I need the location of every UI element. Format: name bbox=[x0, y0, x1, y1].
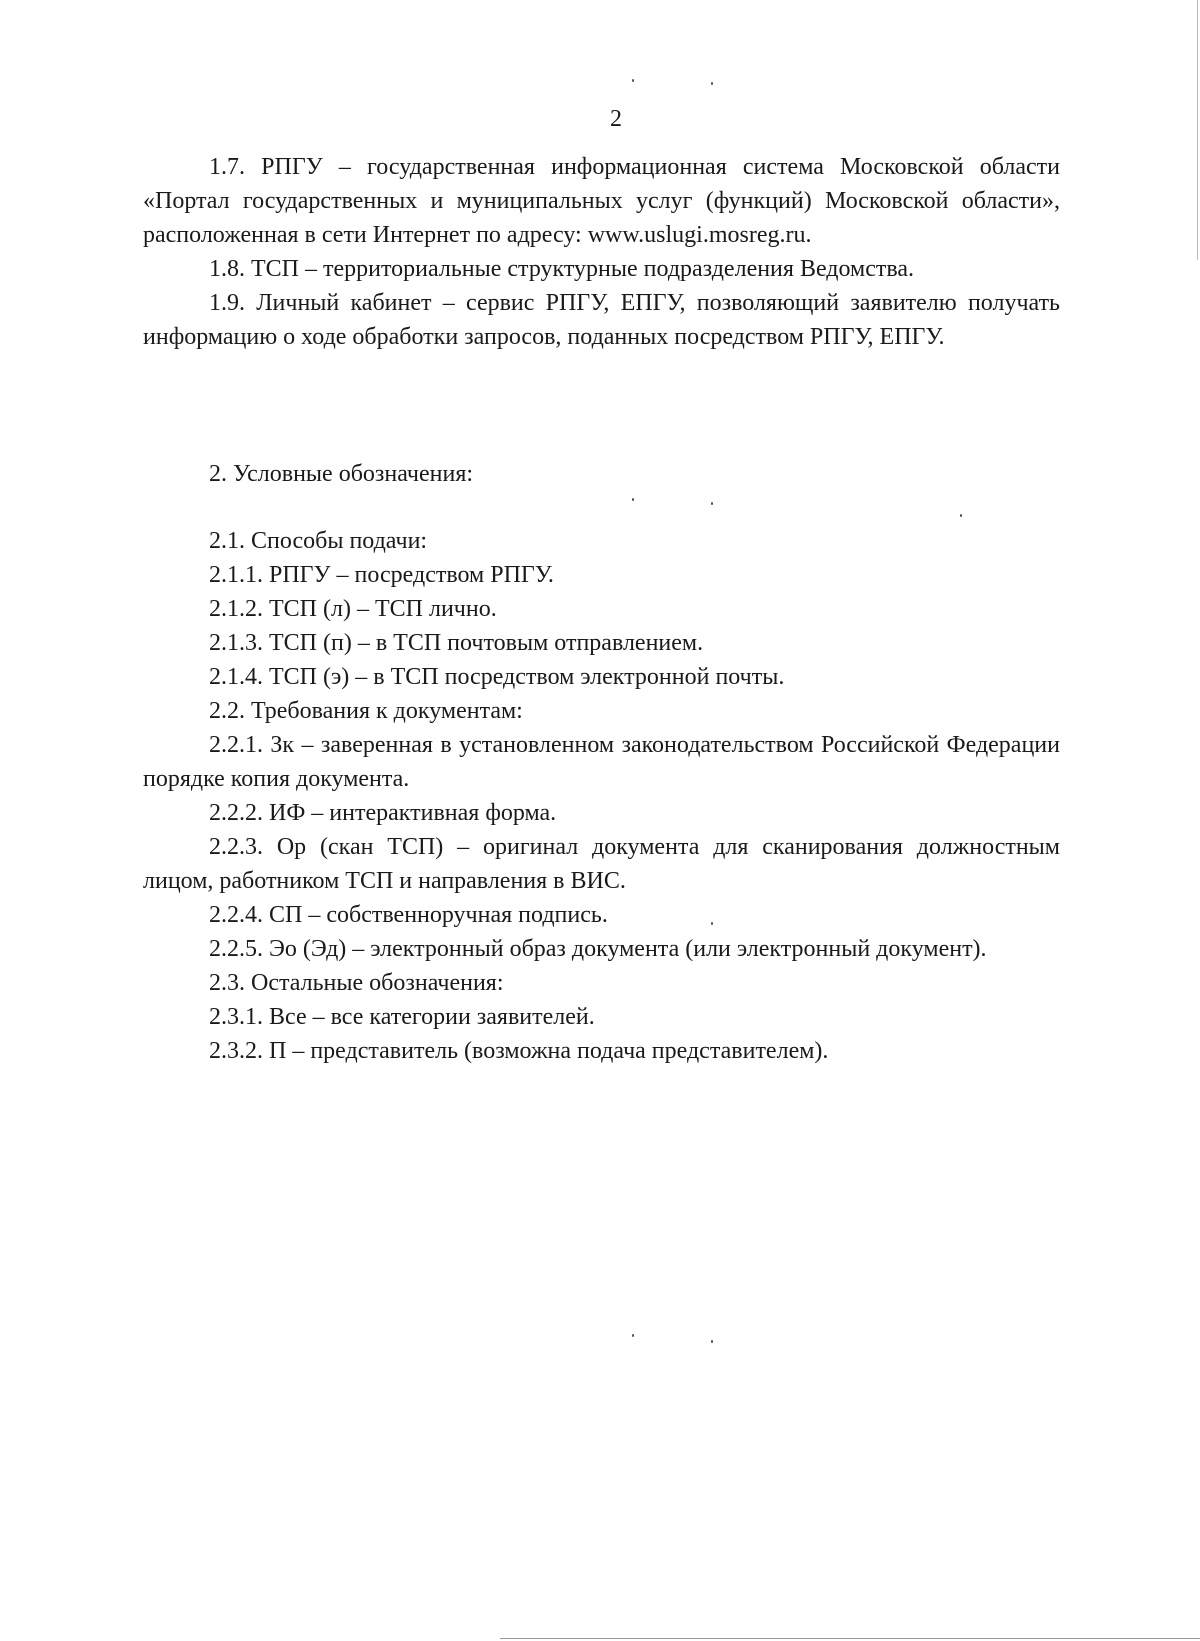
notation-item: 2.1.1. РПГУ – посредством РПГУ. bbox=[209, 562, 554, 588]
notation-list bbox=[143, 524, 1060, 1068]
scan-speck bbox=[960, 514, 962, 517]
scan-speck bbox=[632, 498, 634, 501]
notation-item: 2.2.5. Эо (Эд) – электронный образ документа (или электронный документ). bbox=[209, 936, 987, 962]
notation-item: 2.1.4. ТСП (э) – в ТСП посредством электронной почты. bbox=[209, 664, 785, 690]
definition-paragraph: 1.7. РПГУ – государственная информационная система Московской области «Портал государственных и муниципальных услуг (функций) Московской области», расположенная в сети Интернет по адресу: www.uslugi.mosreg.ru. bbox=[143, 154, 1060, 248]
definition-paragraph: 1.8. ТСП – территориальные структурные подразделения Ведомства. bbox=[209, 256, 915, 282]
notation-item: 2.2.3. Ор (скан ТСП) – оригинал документа для сканирования должностным лицом, работником ТСП и направления в ВИС. bbox=[143, 834, 1060, 894]
page-number: 2 bbox=[610, 106, 622, 132]
scan-speck bbox=[711, 502, 713, 505]
notation-item: 2.1. Способы подачи: bbox=[209, 528, 428, 554]
notation-item: 2.1.2. ТСП (л) – ТСП лично. bbox=[209, 596, 497, 622]
definitions-block bbox=[143, 150, 1060, 354]
scan-speck bbox=[711, 82, 713, 85]
notation-item: 2.2.1. Зк – заверенная в установленном законодательством Российской Федерации порядке копия документа. bbox=[143, 732, 1060, 792]
section-heading: 2. Условные обозначения: bbox=[209, 461, 474, 487]
notation-item: 2.2. Требования к документам: bbox=[209, 698, 523, 724]
notation-item: 2.3.2. П – представитель (возможна подача представителем). bbox=[209, 1038, 829, 1064]
scan-speck bbox=[711, 1340, 713, 1343]
notation-item: 2.3.1. Все – все категории заявителей. bbox=[209, 1004, 595, 1030]
section-heading-block bbox=[143, 457, 1060, 491]
definition-paragraph: 1.9. Личный кабинет – сервис РПГУ, ЕПГУ, позволяющий заявителю получать информацию о ходе обработки запросов, поданных посредством РПГУ, ЕПГУ. bbox=[143, 290, 1060, 350]
notation-item: 2.1.3. ТСП (п) – в ТСП почтовым отправлением. bbox=[209, 630, 704, 656]
scan-speck bbox=[632, 1334, 634, 1337]
notation-item: 2.2.2. ИФ – интерактивная форма. bbox=[209, 800, 557, 826]
scan-bottom-line bbox=[500, 1638, 1200, 1639]
scan-speck bbox=[632, 79, 634, 82]
notation-item: 2.2.4. СП – собственноручная подпись. bbox=[209, 902, 608, 928]
notation-item: 2.3. Остальные обозначения: bbox=[209, 970, 504, 996]
